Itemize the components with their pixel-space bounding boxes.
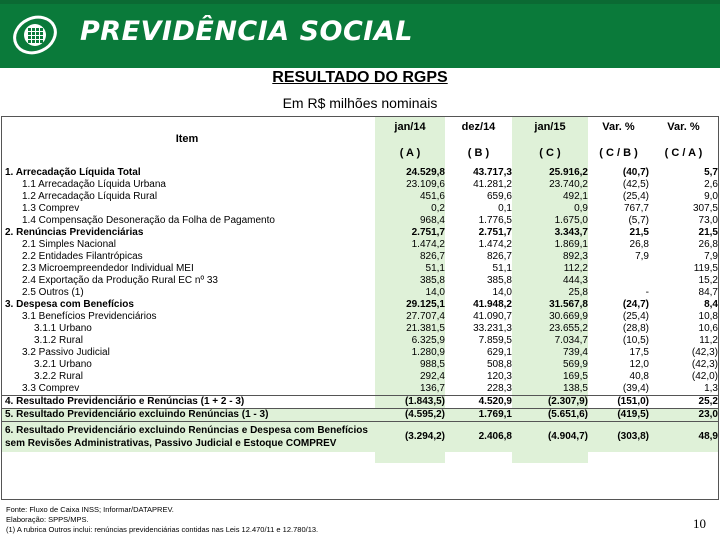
row-value: 292,4 (419, 371, 445, 382)
row-value: 23.655,2 (549, 323, 588, 334)
row-value: 492,1 (562, 191, 588, 202)
row-value: 7,9 (704, 251, 718, 262)
row-value: 29.125,1 (406, 299, 445, 310)
row-value: 73,0 (698, 215, 718, 226)
table-row (2, 409, 718, 422)
row-value: 307,5 (692, 203, 718, 214)
row-label: 1.4 Compensação Desoneração da Folha de Pagamento (22, 215, 275, 226)
col-code-b: ( B ) (467, 147, 490, 159)
row-label: 2. Renúncias Previdenciárias (5, 227, 144, 238)
row-value: 23.740,2 (549, 179, 588, 190)
row-value: 15,2 (698, 275, 718, 286)
row-value: 0,9 (574, 203, 588, 214)
footnote-source: Fonte: Fluxo de Caixa INSS; Informar/DATAPREV. (6, 505, 174, 514)
row-value: (303,8) (588, 422, 649, 453)
row-value: (42,3) (691, 347, 718, 358)
page-title: RESULTADO DO RGPS (272, 69, 448, 86)
row-value: (1.843,5) (375, 396, 445, 409)
row-value: 826,7 (486, 251, 512, 262)
table-row (2, 396, 718, 409)
col-header-var-ca: Var. % (667, 121, 700, 133)
row-value: 228,3 (486, 383, 512, 394)
row-label: 1.2 Arrecadação Líquida Rural (22, 191, 158, 202)
row-value: 30.669,9 (549, 311, 588, 322)
table-row (2, 359, 718, 371)
row-value: (2.307,9) (512, 396, 588, 409)
row-value: 444,3 (562, 275, 588, 286)
table-row (2, 287, 718, 299)
row-label: 5. Resultado Previdenciário excluindo Renúncias (1 - 3) (2, 409, 375, 422)
row-value: 659,6 (486, 191, 512, 202)
col-code-a: ( A ) (399, 147, 421, 159)
row-value: (42,3) (691, 359, 718, 370)
row-value: (24,7) (622, 299, 649, 310)
row-value: (40,7) (622, 167, 649, 178)
row-value: 31.567,8 (549, 299, 588, 310)
row-value: 1.776,5 (478, 215, 512, 226)
row-value: 892,3 (562, 251, 588, 262)
row-label: 3.3 Comprev (22, 383, 80, 394)
row-value: 51,1 (492, 263, 512, 274)
row-label: 1. Arrecadação Líquida Total (5, 167, 141, 178)
row-value: 0,2 (431, 203, 445, 214)
col-code-c: ( C ) (539, 147, 561, 159)
table-row (2, 275, 718, 287)
row-value (588, 263, 649, 275)
row-label: 1.3 Comprev (22, 203, 80, 214)
footnotes (6, 505, 318, 535)
row-value: 1.869,1 (554, 239, 588, 250)
row-label: 2.3 Microempreendedor Individual MEI (22, 263, 194, 274)
table-row (2, 191, 718, 203)
page-number: 10 (693, 516, 706, 531)
col-code-cb: ( C / B ) (599, 147, 638, 159)
row-value: (3.294,2) (375, 422, 445, 453)
row-value: 26,8 (629, 239, 649, 250)
col-header-jan15: jan/15 (534, 121, 566, 133)
row-value (588, 275, 649, 287)
row-value: 40,8 (629, 371, 649, 382)
footnote-elaboration: Elaboração: SPPS/MPS. (6, 515, 89, 524)
row-value: 767,7 (623, 203, 649, 214)
row-value: 739,4 (562, 347, 588, 358)
row-value: 451,6 (419, 191, 445, 202)
row-value: 23,0 (649, 409, 718, 422)
row-value: (25,4) (622, 311, 649, 322)
row-value: 9,0 (704, 191, 718, 202)
row-value: 138,5 (562, 383, 588, 394)
row-value: 119,5 (693, 263, 718, 274)
row-value: 26,8 (698, 239, 718, 250)
row-value: 48,9 (649, 422, 718, 453)
row-value: (28,8) (622, 323, 649, 334)
table-row (2, 203, 718, 215)
table-row (2, 227, 718, 239)
row-value: (42,5) (622, 179, 649, 190)
row-value: (4.904,7) (512, 422, 588, 453)
row-value: (42,0) (691, 371, 718, 382)
row-value: (4.595,2) (375, 409, 445, 422)
row-value: (39,4) (622, 383, 649, 394)
row-label: 3.1.1 Urbano (34, 323, 92, 334)
row-value: 41.090,7 (473, 311, 512, 322)
row-label: 2.1 Simples Nacional (22, 239, 116, 250)
row-value: (5.651,6) (512, 409, 588, 422)
row-value: 0,1 (498, 203, 512, 214)
col-code-ca: ( C / A ) (664, 147, 703, 159)
row-value: 17,5 (629, 347, 649, 358)
row-value: 21.381,5 (406, 323, 445, 334)
row-value: 8,4 (704, 299, 718, 310)
row-value: 4.520,9 (445, 396, 512, 409)
row-value: (151,0) (588, 396, 649, 409)
table-row (2, 422, 718, 453)
row-value: 84,7 (698, 287, 718, 298)
row-value: (10,5) (622, 335, 649, 346)
page-subtitle: Em R$ milhões nominais (282, 95, 438, 111)
row-value: 169,5 (562, 371, 588, 382)
row-value: 2.406,8 (445, 422, 512, 453)
row-value: 7.034,7 (554, 335, 588, 346)
header-bar (0, 0, 720, 68)
row-value: 7.859,5 (478, 335, 512, 346)
row-label: 6. Resultado Previdenciário excluindo Renúncias e Despesa com Benefícios sem Revisões Administrativas, Passivo Judicial e Estoque COMPREV (2, 422, 375, 453)
row-label: 2.5 Outros (1) (22, 287, 84, 298)
row-value: 1.474,2 (478, 239, 512, 250)
row-value: 385,8 (419, 275, 445, 286)
row-value: 21,5 (629, 227, 649, 238)
row-value: 12,0 (629, 359, 649, 370)
table-row (2, 299, 718, 311)
row-value: 23.109,6 (406, 179, 445, 190)
row-value: 5,7 (704, 167, 718, 178)
header-top-line (0, 0, 720, 4)
row-value: 569,9 (562, 359, 588, 370)
row-label: 4. Resultado Previdenciário e Renúncias (1 + 2 - 3) (2, 396, 375, 409)
row-value: 43.717,3 (473, 167, 512, 178)
row-label: 3.1.2 Rural (34, 335, 83, 346)
row-value: 1.280,9 (411, 347, 445, 358)
row-value: 11,2 (699, 335, 718, 346)
row-value: 33.231,3 (473, 323, 512, 334)
results-table (1, 116, 719, 500)
row-value: 120,3 (486, 371, 512, 382)
row-value: 136,7 (419, 383, 445, 394)
footnote-outros: (1) A rubrica Outros inclui: renúncias previdenciárias contidas nas Leis 12.470/11 e 12.780/13. (6, 525, 319, 534)
table-row (2, 323, 718, 335)
table-row (2, 263, 718, 275)
row-value: 21,5 (698, 227, 718, 238)
previdencia-logo-icon (12, 12, 58, 58)
row-label: 1.1 Arrecadação Líquida Urbana (22, 179, 166, 190)
col-header-var-cb: Var. % (602, 121, 635, 133)
row-value: 2.751,7 (411, 227, 445, 238)
table-row (2, 167, 718, 179)
table-row (2, 311, 718, 323)
row-value: 629,1 (486, 347, 512, 358)
row-value: 25.916,2 (549, 167, 588, 178)
row-value: 3.343,7 (554, 227, 588, 238)
row-value: 385,8 (486, 275, 512, 286)
row-value: 41.948,2 (473, 299, 512, 310)
table-row (2, 371, 718, 383)
row-value: 2.751,7 (478, 227, 512, 238)
row-value: 27.707,4 (406, 311, 445, 322)
row-value: 41.281,2 (473, 179, 512, 190)
row-label: 3.2.1 Urbano (34, 359, 92, 370)
row-value: 1.769,1 (445, 409, 512, 422)
row-value: 10,8 (698, 311, 718, 322)
table-row (2, 347, 718, 359)
table-row (2, 239, 718, 251)
row-value: 826,7 (419, 251, 445, 262)
row-value: 968,4 (419, 215, 445, 226)
row-value: 14,0 (425, 287, 445, 298)
row-value: 1,3 (704, 383, 718, 394)
col-header-jan14: jan/14 (394, 121, 426, 133)
row-label: 3.1 Benefícios Previdenciários (22, 311, 157, 322)
row-label: 2.4 Exportação da Produção Rural EC nº 33 (22, 275, 218, 286)
row-value: 14,0 (492, 287, 512, 298)
col-header-dez14: dez/14 (461, 121, 496, 133)
row-value: (25,4) (622, 191, 649, 202)
row-value: 988,5 (419, 359, 445, 370)
table-row (2, 383, 718, 396)
row-value: 1.474,2 (411, 239, 445, 250)
row-value: - (645, 287, 649, 298)
item-header: Item (175, 133, 199, 145)
row-value: 112,2 (563, 263, 588, 274)
row-value: 6.325,9 (411, 335, 445, 346)
data-table (2, 167, 718, 452)
row-label: 3. Despesa com Benefícios (5, 299, 134, 310)
row-value: 2,6 (704, 179, 718, 190)
row-value: 7,9 (635, 251, 649, 262)
brand-name: PREVIDÊNCIA SOCIAL (80, 16, 413, 47)
table-row (2, 179, 718, 191)
table-row (2, 335, 718, 347)
row-value: 25,8 (568, 287, 588, 298)
row-label: 3.2.2 Rural (34, 371, 83, 382)
row-value: 508,8 (486, 359, 512, 370)
row-value: 24.529,8 (406, 167, 445, 178)
row-value: (5,7) (628, 215, 649, 226)
row-value: 10,6 (698, 323, 718, 334)
row-value: 25,2 (649, 396, 718, 409)
row-label: 3.2 Passivo Judicial (22, 347, 110, 358)
table-row (2, 251, 718, 263)
row-value: 1.675,0 (554, 215, 588, 226)
row-label: 2.2 Entidades Filantrópicas (22, 251, 143, 262)
row-value: 51,1 (425, 263, 445, 274)
row-value: (419,5) (588, 409, 649, 422)
table-row (2, 215, 718, 227)
